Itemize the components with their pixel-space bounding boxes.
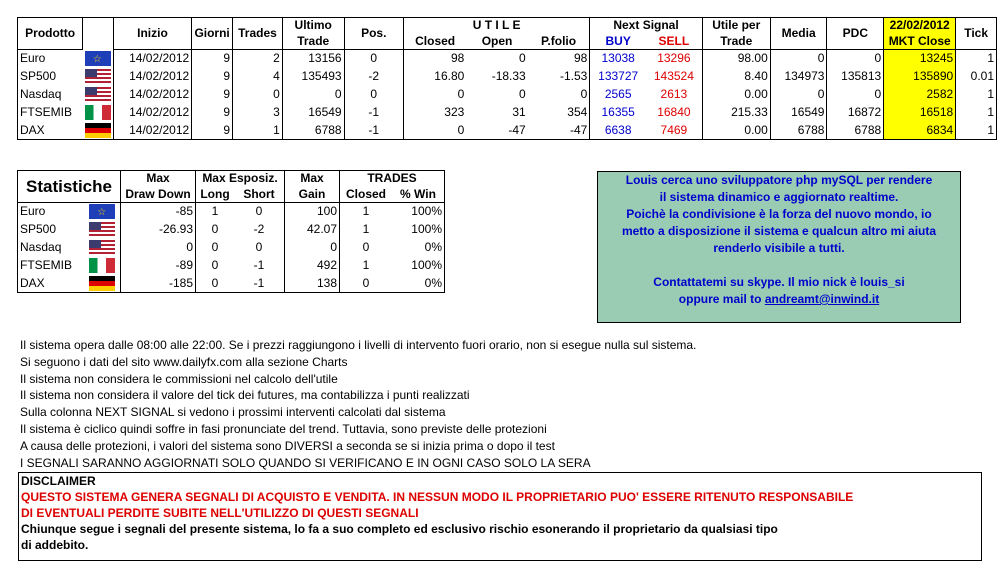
cell-long: 0 bbox=[211, 222, 219, 236]
cell-mkt: 13245 bbox=[884, 50, 956, 68]
cell-sell: 13296 bbox=[646, 50, 702, 68]
flag-cell bbox=[84, 239, 120, 257]
cell-trades: 0 bbox=[233, 86, 283, 104]
cell-sell: 16840 bbox=[646, 104, 702, 122]
col-stats-closed: Closed bbox=[340, 187, 393, 203]
cell-mkt: 135890 bbox=[884, 68, 956, 86]
cell-sell: 2613 bbox=[646, 86, 702, 104]
cell-closed: 0 bbox=[340, 275, 393, 293]
info-line: renderlo visibile a tutti. bbox=[713, 241, 845, 255]
table-row bbox=[18, 122, 997, 140]
col-closed: Closed bbox=[403, 34, 466, 50]
flag-cell bbox=[83, 86, 114, 104]
cell-mkt: 2582 bbox=[884, 86, 956, 104]
cell-drawdown: -26.93 bbox=[121, 221, 196, 239]
col-pdc: PDC bbox=[827, 18, 884, 50]
cell-long: 0 bbox=[211, 258, 219, 272]
cell-inizio: 14/02/2012 bbox=[113, 68, 191, 86]
cell-pfolio: 98 bbox=[528, 50, 590, 68]
col-max-dd: Max bbox=[121, 171, 196, 187]
cell-giorni: 9 bbox=[192, 86, 233, 104]
cell-open: -47 bbox=[466, 122, 527, 140]
flag-cell bbox=[84, 257, 120, 275]
info-box bbox=[597, 171, 961, 323]
note-line: A causa delle protezioni, i valori del sistema sono DIVERSI a seconda se si inizia prima o dopo il test bbox=[20, 438, 555, 453]
cell-upt: 98.00 bbox=[702, 50, 770, 68]
table-row bbox=[18, 221, 445, 239]
cell-pfolio: -1.53 bbox=[528, 68, 590, 86]
disclaimer-body: Chiunque segue i segnali del presente sistema, lo fa a suo completo ed esclusivo rischio esonerando il proprietario da qualsiasi tipo bbox=[21, 522, 778, 536]
cell-buy: 16355 bbox=[601, 105, 635, 119]
cell-pfolio: 354 bbox=[528, 104, 590, 122]
col-buy: BUY bbox=[590, 34, 646, 50]
cell-prodotto: SP500 bbox=[18, 221, 85, 239]
it-flag bbox=[85, 105, 111, 120]
cell-closed: 98 bbox=[450, 51, 465, 66]
cell-closed: 1 bbox=[362, 204, 370, 219]
cell-win: 100% bbox=[392, 221, 445, 239]
note-line: Il sistema non considera le commissioni nel calcolo dell'utile bbox=[20, 371, 338, 386]
table-row bbox=[18, 257, 445, 275]
it-flag bbox=[89, 258, 115, 273]
cell-buy: 2565 bbox=[604, 87, 632, 101]
cell-pos: 0 bbox=[344, 86, 403, 104]
info-mail-line bbox=[598, 291, 960, 308]
cell-inizio: 14/02/2012 bbox=[113, 86, 191, 104]
col-trades: Trades bbox=[233, 18, 283, 50]
cell-tick: 1 bbox=[956, 122, 997, 140]
col-mkt-date: 22/02/2012 bbox=[884, 18, 956, 34]
info-mail-prefix: oppure mail to bbox=[678, 292, 765, 306]
cell-long: 0 bbox=[196, 275, 235, 293]
col-prodotto: Prodotto bbox=[18, 18, 83, 50]
cell-drawdown: 0 bbox=[121, 239, 196, 257]
cell-upt: 0.00 bbox=[702, 122, 770, 140]
col-long: Long bbox=[196, 187, 235, 203]
cell-upt: 215.33 bbox=[702, 104, 770, 122]
cell-prodotto: Nasdaq bbox=[18, 239, 85, 257]
cell-long: 0 bbox=[211, 240, 219, 254]
cell-buy: 133727 bbox=[598, 69, 639, 83]
info-line: metto a disposizione il sistema e qualcun altro mi aiuta bbox=[621, 224, 937, 238]
cell-prodotto: Nasdaq bbox=[18, 86, 83, 104]
table-row bbox=[18, 86, 997, 104]
us-flag bbox=[85, 87, 111, 102]
col-win: % Win bbox=[392, 187, 445, 203]
stats-table bbox=[17, 170, 445, 293]
col-giorni: Giorni bbox=[192, 18, 233, 50]
col-upt: Utile per bbox=[702, 18, 770, 34]
note-line: Sulla colonna NEXT SIGNAL si vedono i prossimi interventi calcolati dal sistema bbox=[20, 405, 446, 420]
cell-tick: 1 bbox=[956, 86, 997, 104]
cell-closed: 0 bbox=[457, 87, 465, 101]
cell-media: 0 bbox=[770, 50, 827, 68]
cell-media: 0 bbox=[770, 86, 827, 104]
flag-cell bbox=[83, 122, 114, 140]
col-open: Open bbox=[466, 34, 527, 50]
table-row bbox=[18, 68, 997, 86]
cell-pos: -2 bbox=[344, 68, 403, 86]
cell-upt: 0.00 bbox=[702, 86, 770, 104]
cell-buy: 6638 bbox=[590, 122, 646, 140]
disclaimer-body: di addebito. bbox=[21, 538, 89, 552]
cell-sell: 7469 bbox=[646, 122, 702, 140]
cell-win: 0% bbox=[392, 239, 445, 257]
col-short: Short bbox=[234, 187, 285, 203]
stats-title: Statistiche bbox=[18, 171, 121, 203]
cell-closed: 16.80 bbox=[434, 69, 465, 83]
col-tick: Tick bbox=[956, 18, 997, 50]
us-flag bbox=[89, 240, 115, 255]
col-pos: Pos. bbox=[344, 18, 403, 50]
flag-cell bbox=[83, 50, 114, 68]
cell-trades: 4 bbox=[233, 68, 283, 86]
cell-ultimo: 16549 bbox=[282, 104, 344, 122]
cell-closed: 1 bbox=[362, 222, 370, 236]
cell-ultimo: 135493 bbox=[282, 68, 344, 86]
notes bbox=[20, 337, 696, 471]
note-line: Si seguono i dati del sito www.dailyfx.com alla sezione Charts bbox=[20, 354, 348, 369]
cell-short: -1 bbox=[234, 275, 285, 293]
cell-pos: 0 bbox=[344, 50, 403, 68]
de-flag bbox=[85, 123, 111, 138]
cell-open: 0 bbox=[519, 51, 526, 66]
col-sell: SELL bbox=[646, 34, 702, 50]
cell-tick: 1 bbox=[956, 50, 997, 68]
de-flag bbox=[89, 276, 115, 291]
cell-sell: 143524 bbox=[646, 68, 702, 86]
flag-cell bbox=[84, 275, 120, 293]
cell-inizio: 14/02/2012 bbox=[113, 104, 191, 122]
us-flag bbox=[89, 222, 115, 237]
cell-pos: -1 bbox=[344, 122, 403, 140]
cell-giorni: 9 bbox=[192, 104, 233, 122]
disclaimer-title: DISCLAIMER bbox=[21, 474, 96, 488]
cell-prodotto: SP500 bbox=[18, 68, 83, 86]
cell-short: 0 bbox=[234, 203, 285, 221]
cell-closed: 0 bbox=[362, 240, 370, 254]
cell-win: 100% bbox=[392, 257, 445, 275]
info-line: Louis cerca uno sviluppatore php mySQL per rendere bbox=[625, 173, 933, 187]
col-ultimo: Ultimo bbox=[282, 18, 344, 34]
flag-cell bbox=[83, 104, 114, 122]
cell-trades: 3 bbox=[233, 104, 283, 122]
info-line: il sistema dinamico e aggiornato realtime. bbox=[659, 190, 899, 204]
cell-drawdown: -185 bbox=[121, 275, 196, 293]
cell-gain: 0 bbox=[285, 239, 340, 257]
col-max-gain-2: Gain bbox=[285, 187, 340, 203]
cell-prodotto: FTSEMIB bbox=[18, 104, 83, 122]
cell-open: -18.33 bbox=[491, 69, 526, 83]
cell-inizio: 14/02/2012 bbox=[113, 50, 191, 68]
cell-closed: 1 bbox=[362, 258, 370, 272]
cell-media: 16549 bbox=[770, 104, 827, 122]
col-media: Media bbox=[770, 18, 827, 50]
col-ultimo-2: Trade bbox=[282, 34, 344, 50]
cell-giorni: 9 bbox=[192, 68, 233, 86]
note-line: I SEGNALI SARANNO AGGIORNATI SOLO QUANDO SI VERIFICANO E IN OGNI CASO SOLO LA SERA bbox=[20, 455, 591, 470]
col-upt-2: Trade bbox=[702, 34, 770, 50]
cell-ultimo: 0 bbox=[282, 86, 344, 104]
col-max-esp: Max Esposiz. bbox=[196, 171, 285, 187]
flag-cell bbox=[83, 68, 114, 86]
cell-pdc: 16872 bbox=[827, 104, 884, 122]
cell-trades: 2 bbox=[233, 50, 283, 68]
cell-giorni: 9 bbox=[192, 50, 233, 68]
col-mkt-close: MKT Close bbox=[884, 34, 956, 50]
cell-pdc: 6788 bbox=[827, 122, 884, 140]
cell-tick: 0.01 bbox=[956, 68, 997, 86]
cell-prodotto: Euro bbox=[18, 50, 83, 68]
cell-pfolio: 0 bbox=[528, 86, 590, 104]
note-line: Il sistema non considera il valore del tick dei futures, ma contabilizza i punti realizzati bbox=[20, 388, 470, 403]
disclaimer-box bbox=[18, 472, 982, 561]
cell-pdc: 135813 bbox=[827, 68, 884, 86]
cell-pdc: 0 bbox=[827, 86, 884, 104]
col-stats-trades: TRADES bbox=[340, 171, 445, 187]
flag-cell bbox=[84, 221, 120, 239]
cell-ultimo: 13156 bbox=[282, 50, 344, 68]
us-flag bbox=[85, 69, 111, 84]
cell-prodotto: DAX bbox=[18, 122, 83, 140]
eu-flag bbox=[85, 51, 111, 66]
cell-win: 100% bbox=[392, 203, 445, 221]
note-line: Il sistema è ciclico quindi soffre in fasi pronunciate del trend. Tuttavia, sono previste delle protezioni bbox=[20, 421, 547, 436]
cell-mkt: 16518 bbox=[884, 104, 956, 122]
table-row bbox=[18, 203, 445, 221]
col-max-gain: Max bbox=[285, 171, 340, 187]
cell-long: 1 bbox=[211, 204, 219, 219]
cell-upt: 8.40 bbox=[702, 68, 770, 86]
cell-closed: 0 bbox=[403, 122, 466, 140]
cell-pdc: 0 bbox=[827, 50, 884, 68]
cell-media: 6788 bbox=[770, 122, 827, 140]
cell-short: -1 bbox=[234, 257, 285, 275]
note-line: Il sistema opera dalle 08:00 alle 22:00. Se i prezzi raggiungono i livelli di intervento fuori orario, non si esegue nulla sul sistema. bbox=[20, 338, 697, 352]
cell-gain: 138 bbox=[285, 275, 340, 293]
flag-cell bbox=[84, 203, 120, 221]
info-contact: Contattatemi su skype. Il mio nick è louis_si bbox=[653, 275, 905, 289]
col-pfolio: P.folio bbox=[528, 34, 590, 50]
cell-media: 134973 bbox=[770, 68, 827, 86]
cell-gain: 492 bbox=[285, 257, 340, 275]
cell-open: 31 bbox=[512, 105, 526, 119]
cell-short: 0 bbox=[234, 239, 285, 257]
mail-link[interactable]: andreamt@inwind.it bbox=[764, 292, 880, 306]
cell-closed: 323 bbox=[444, 105, 465, 119]
cell-giorni: 9 bbox=[192, 122, 233, 140]
cell-win: 0% bbox=[392, 275, 445, 293]
cell-prodotto: DAX bbox=[18, 275, 85, 293]
table-row bbox=[18, 104, 997, 122]
info-line: Poichè la condivisione è la forza del nuovo mondo, io bbox=[626, 207, 932, 221]
eu-flag bbox=[89, 204, 115, 219]
cell-mkt: 6834 bbox=[884, 122, 956, 140]
cell-trades: 1 bbox=[233, 122, 283, 140]
table-row bbox=[18, 239, 445, 257]
cell-gain: 100 bbox=[285, 203, 340, 221]
col-utile: U T I L E bbox=[403, 18, 589, 34]
cell-short: -2 bbox=[234, 221, 285, 239]
table-row bbox=[18, 275, 445, 293]
col-inizio: Inizio bbox=[113, 18, 191, 50]
col-flag bbox=[83, 18, 114, 50]
disclaimer-warning: DI EVENTUALI PERDITE SUBITE NELL'UTILIZZO DI QUESTI SEGNALI bbox=[21, 506, 419, 520]
cell-ultimo: 6788 bbox=[282, 122, 344, 140]
table-row bbox=[18, 50, 997, 68]
cell-open: 0 bbox=[519, 87, 526, 101]
cell-drawdown: -89 bbox=[121, 257, 196, 275]
cell-buy: 13038 bbox=[601, 51, 635, 66]
cell-pfolio: -47 bbox=[528, 122, 590, 140]
cell-drawdown: -85 bbox=[121, 203, 196, 221]
cell-tick: 1 bbox=[956, 104, 997, 122]
cell-inizio: 14/02/2012 bbox=[113, 122, 191, 140]
cell-prodotto: FTSEMIB bbox=[18, 257, 85, 275]
cell-gain: 42.07 bbox=[285, 221, 340, 239]
col-max-dd-2: Draw Down bbox=[121, 187, 196, 203]
disclaimer-warning: QUESTO SISTEMA GENERA SEGNALI DI ACQUISTO E VENDITA. IN NESSUN MODO IL PROPRIETARIO PUO' ESSERE RITENUTO RESPONSABILE bbox=[21, 490, 854, 504]
results-table bbox=[17, 17, 997, 140]
cell-pos: -1 bbox=[344, 104, 403, 122]
cell-prodotto: Euro bbox=[18, 203, 85, 221]
col-next-signal: Next Signal bbox=[590, 18, 702, 34]
